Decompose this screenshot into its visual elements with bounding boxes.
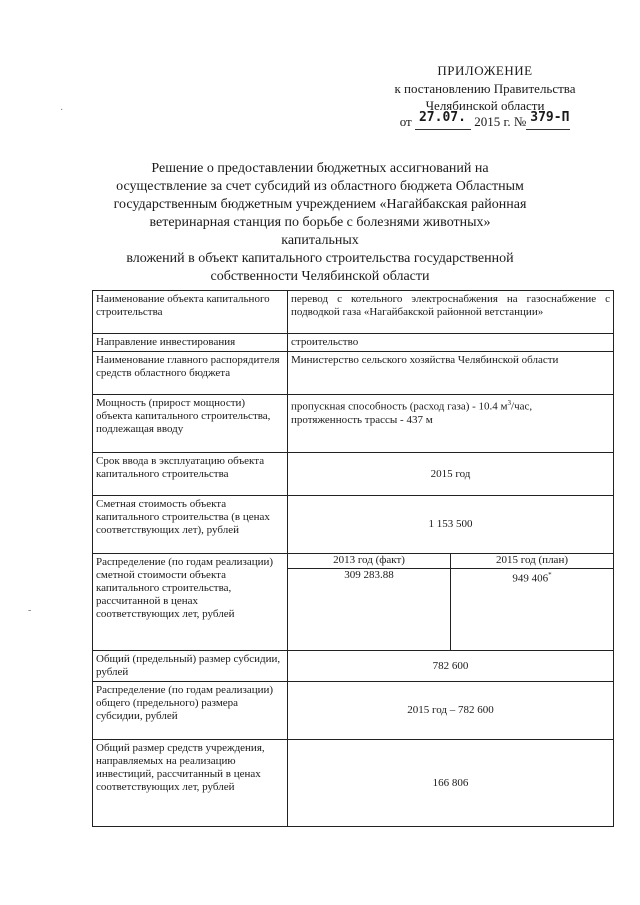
appendix-title: ПРИЛОЖЕНИЕ: [437, 63, 533, 78]
row-label: Срок ввода в эксплуатацию объекта капитального строительства: [93, 453, 288, 496]
row-label: Наименование объекта капитального строительства: [93, 291, 288, 334]
row-label: Наименование главного распорядителя средств областного бюджета: [93, 352, 288, 395]
number-field: [526, 110, 570, 130]
title-line: собственности Челябинской области: [210, 269, 430, 284]
date-prefix: от: [399, 114, 412, 129]
title-line: осуществление за счет субсидий из областного бюджета Областным: [116, 179, 524, 194]
year-header: 2013 год (факт): [288, 554, 451, 568]
capacity-unit: /час,: [511, 400, 533, 413]
row-label: Общий (предельный) размер субсидии, рублей: [93, 651, 288, 682]
date-stamp: 27.07.: [418, 110, 466, 125]
table-row: [93, 651, 614, 682]
table-row: [93, 740, 614, 827]
row-value: строительство: [288, 334, 614, 352]
table-row: [93, 682, 614, 740]
row-value: [288, 395, 614, 453]
title-line: ветеринарная станция по борьбе с болезнями животных» капитальных: [149, 215, 491, 248]
row-value: перевод с котельного электроснабжения на газоснабжение с подводкой газа «Нагайбакской районной ветстанции»: [288, 291, 614, 334]
row-value: 2015 год: [288, 453, 614, 496]
row-value: 1 153 500: [288, 496, 614, 554]
row-value: 166 806: [288, 740, 614, 827]
row-label: Распределение (по годам реализации) сметной стоимости объекта капитального строительства, рассчитанной в ценах соответствующих лет, рублей: [93, 554, 288, 651]
table-row: [93, 291, 614, 334]
row-label: Общий размер средств учреждения, направляемых на реализацию инвестиций, рассчитанный в ценах соответствующих лет, рублей: [93, 740, 288, 827]
row-value: 2015 год – 782 600: [288, 682, 614, 740]
year-amount: 309 283.88: [288, 568, 451, 650]
title-line: вложений в объект капитального строительства государственной: [126, 251, 514, 266]
title-line: Решение о предоставлении бюджетных ассигнований на: [151, 161, 489, 176]
table-row: [93, 554, 614, 651]
scan-mark: ·: [60, 105, 64, 116]
row-label: Мощность (прирост мощности) объекта капитального строительства, подлежащая вводу: [93, 395, 288, 453]
row-label: Сметная стоимость объекта капитального строительства (в ценах соответствующих лет), рублей: [93, 496, 288, 554]
document-title: [110, 160, 530, 286]
route-length: протяженность трассы - 437 м: [291, 413, 433, 426]
table-row: [93, 496, 614, 554]
table-row: [93, 352, 614, 395]
number-stamp: 379-П: [530, 110, 570, 125]
distribution-subtable: [288, 554, 613, 650]
row-value: Министерство сельского хозяйства Челябинской области: [288, 352, 614, 395]
scan-mark: -: [28, 605, 32, 616]
table-row: [93, 395, 614, 453]
row-label: Распределение (по годам реализации) общего (предельного) размера субсидии, рублей: [93, 682, 288, 740]
capacity-text: пропускная способность (расход газа) - 10.4 м: [291, 400, 508, 413]
year-amount: 949 406: [512, 572, 549, 585]
table-row: [93, 453, 614, 496]
appendix-line-region: Челябинской области: [425, 98, 545, 113]
footnote-mark: *: [548, 570, 552, 579]
title-line: государственным бюджетным учреждением «Нагайбакская районная: [113, 197, 527, 212]
superscript: 3: [507, 399, 512, 407]
row-label: Направление инвестирования: [93, 334, 288, 352]
year-text: 2015 г. №: [474, 114, 527, 129]
row-value: 782 600: [288, 651, 614, 682]
date-field: [415, 110, 471, 130]
row-value: [288, 554, 614, 651]
year-header: 2015 год (план): [451, 554, 614, 568]
table-row: [93, 334, 614, 352]
appendix-date-line: [355, 110, 615, 130]
year-amount-cell: [451, 568, 614, 650]
appendix-line-resolution: к постановлению Правительства: [394, 81, 576, 96]
decision-table: [92, 290, 614, 827]
